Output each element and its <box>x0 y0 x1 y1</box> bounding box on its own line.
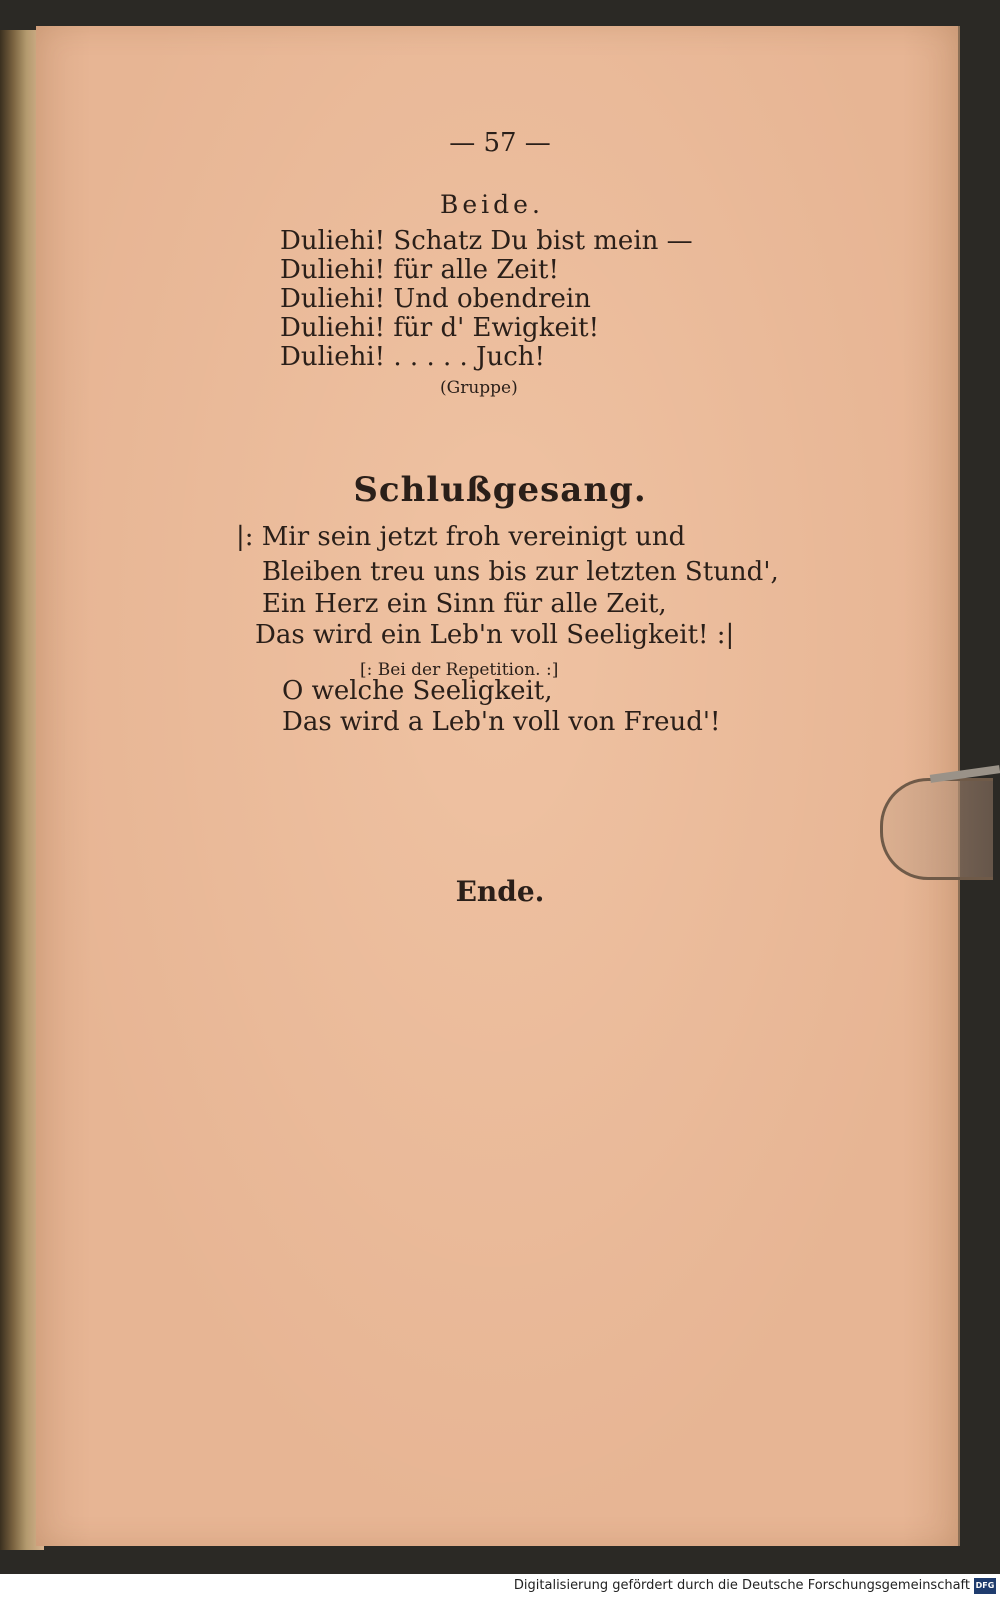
end-marker: Ende. <box>455 875 545 908</box>
song-line: Bleiben treu uns bis zur letzten Stund', <box>262 557 779 587</box>
repeat-note: [: Bei der Repetition. :] <box>360 660 559 680</box>
verse-line: Duliehi! für alle Zeit! <box>280 255 559 285</box>
verse-line: Duliehi! für d' Ewigkeit! <box>280 313 600 343</box>
verse-line: Duliehi! Schatz Du bist mein — <box>280 226 693 256</box>
repeat-line: O welche Seeligkeit, <box>282 676 553 706</box>
stage-direction: (Gruppe) <box>440 378 518 398</box>
paper-clip <box>880 778 993 880</box>
digitization-credit: Digitalisierung gefördert durch die Deutsche Forschungsgemeinschaft <box>513 1578 970 1593</box>
song-title: Schlußgesang. <box>353 470 647 510</box>
song-line: Ein Herz ein Sinn für alle Zeit, <box>262 589 667 619</box>
dfg-logo: DFG <box>974 1578 996 1594</box>
speaker-label: Beide. <box>440 190 544 219</box>
digitization-credit-bar <box>0 1574 1000 1598</box>
song-line: |: Mir sein jetzt froh vereinigt und <box>236 522 686 552</box>
song-line: Das wird ein Leb'n voll Seeligkeit! :| <box>255 620 735 650</box>
repeat-line: Das wird a Leb'n voll von Freud'! <box>282 707 721 737</box>
page-number: — 57 — <box>449 128 551 158</box>
verse-line: Duliehi! Und obendrein <box>280 284 591 314</box>
verse-line: Duliehi! . . . . . Juch! <box>280 342 545 372</box>
